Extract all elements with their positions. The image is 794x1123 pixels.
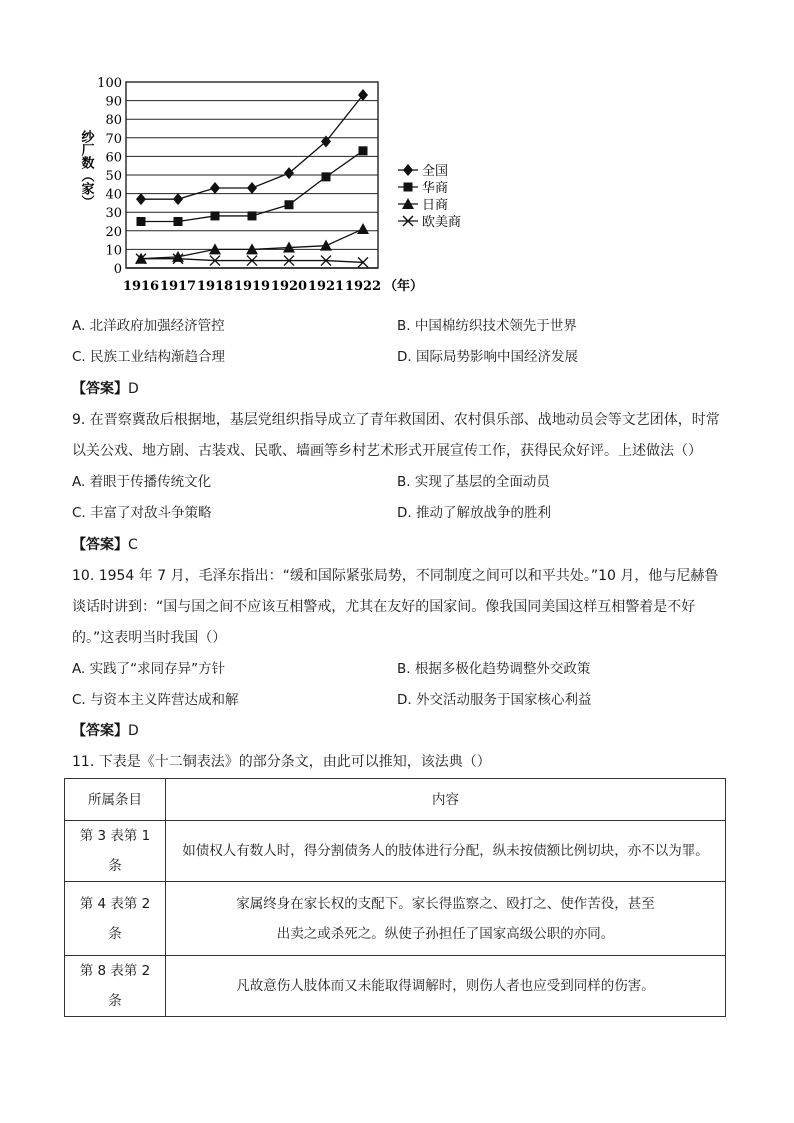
q9-option-b[interactable]: B. 实现了基层的全面动员 xyxy=(397,474,550,490)
x-tick-label: 1919 xyxy=(233,279,271,294)
data-point xyxy=(211,211,220,220)
data-point xyxy=(247,182,257,194)
x-tick-label: 1922 xyxy=(344,279,382,294)
spinning-mill-line-chart xyxy=(78,70,478,300)
y-tick-label: 40 xyxy=(105,187,122,203)
table-cell-item: 第 3 表第 1 条 xyxy=(65,821,166,882)
data-point xyxy=(320,240,332,251)
x-tick-label: 1920 xyxy=(270,279,308,294)
legend-label: 全国 xyxy=(422,164,449,179)
y-tick-label: 10 xyxy=(105,243,122,259)
chart-series xyxy=(135,89,369,267)
q10-stem-line-1: 10. 1954 年 7 月，毛泽东指出：“缓和国际紧张局势，不同制度之间可以和平共处。”10 月，他与尼赫鲁 xyxy=(72,568,719,584)
y-tick-label: 80 xyxy=(105,113,122,129)
data-point xyxy=(174,217,183,226)
y-tick-label: 90 xyxy=(105,94,122,110)
table-row xyxy=(65,956,726,1017)
q10-stem-line-2: 谈话时讲到：“国与国之间不应该互相警戒，尤其在友好的国家间。像我国同美国这样互相警着是不好 xyxy=(72,599,696,615)
y-tick-label: 20 xyxy=(105,224,122,240)
legend-marker xyxy=(403,164,413,176)
q11-stem-line-1: 11. 下表是《十二铜表法》的部分条文，由此可以推知，该法典（） xyxy=(72,754,491,770)
q8-option-d[interactable]: D. 国际局势影响中国经济发展 xyxy=(397,349,578,365)
series-全国 xyxy=(136,89,368,205)
x-axis-ticks xyxy=(123,279,381,294)
chart-grid xyxy=(126,82,378,268)
x-axis-unit-label: （年） xyxy=(384,279,424,294)
table-cell-content: 如债权人有数人时，得分割债务人的肢体进行分配，纵未按债额比例切块，亦不以为罪。 xyxy=(166,821,726,882)
x-tick-label: 1921 xyxy=(307,279,345,294)
data-point xyxy=(322,172,331,181)
q10-option-d[interactable]: D. 外交活动服务于国家核心利益 xyxy=(397,692,592,708)
data-point xyxy=(284,167,294,179)
x-tick-label: 1918 xyxy=(196,279,234,294)
q9-stem-line-1: 9. 在晋察冀敌后根据地，基层党组织指导成立了青年救国团、农村俱乐部、战地动员会等文艺团体，时常 xyxy=(72,412,720,428)
q10-option-b[interactable]: B. 根据多极化趋势调整外交政策 xyxy=(397,661,591,677)
answer-tag: 【答案】 xyxy=(72,537,128,553)
table-header-item: 所属条目 xyxy=(65,779,166,821)
q9-answer xyxy=(72,535,138,555)
q9-option-c[interactable]: C. 丰富了对敌斗争策略 xyxy=(72,505,212,521)
table-cell-content: 凡故意伤人肢体而又未能取得调解时，则伤人者也应受到同样的伤害。 xyxy=(166,956,726,1017)
q8-option-b[interactable]: B. 中国棉纺织技术领先于世界 xyxy=(397,318,577,334)
chart-legend xyxy=(398,164,461,230)
series-欧美商 xyxy=(136,254,368,268)
answer-tag: 【答案】 xyxy=(72,381,128,397)
x-tick-label: 1917 xyxy=(159,279,197,294)
table-cell-line: 出卖之或杀死之。纵使子孙担任了国家高级公职的亦同。 xyxy=(276,925,615,942)
legend-label: 日商 xyxy=(422,198,449,213)
data-point xyxy=(173,193,183,205)
data-point xyxy=(248,211,257,220)
answer-value: D xyxy=(128,723,139,739)
twelve-tables-excerpt-table xyxy=(64,778,726,1017)
legend-marker xyxy=(404,183,413,192)
table-cell-content xyxy=(166,882,726,956)
q10-stem-line-3: 的。”这表明当时我国（） xyxy=(72,630,227,646)
legend-label: 华商 xyxy=(422,181,449,196)
y-tick-label: 50 xyxy=(105,169,122,184)
y-tick-label: 30 xyxy=(105,206,122,222)
data-point xyxy=(136,193,146,205)
y-tick-label: 60 xyxy=(105,150,122,166)
y-tick-label: 0 xyxy=(113,262,122,277)
table-header-content: 内容 xyxy=(166,779,726,821)
answer-value: C xyxy=(128,537,138,553)
data-point xyxy=(137,217,146,226)
table-row xyxy=(65,821,726,882)
answer-tag: 【答案】 xyxy=(72,723,128,739)
y-tick-label: 70 xyxy=(105,131,122,147)
q10-answer xyxy=(72,721,139,741)
table-cell-item: 第 8 表第 2 条 xyxy=(65,956,166,1017)
legend-label: 欧美商 xyxy=(422,215,462,230)
q10-option-c[interactable]: C. 与资本主义阵营达成和解 xyxy=(72,692,239,708)
series-日商 xyxy=(135,223,369,264)
answer-value: D xyxy=(128,381,139,397)
data-point xyxy=(357,223,369,234)
q8-option-c[interactable]: C. 民族工业结构渐趋合理 xyxy=(72,349,226,365)
q9-option-a[interactable]: A. 着眼于传播传统文化 xyxy=(72,474,212,490)
data-point xyxy=(210,182,220,194)
y-axis-ticks xyxy=(97,76,122,277)
table-header-row xyxy=(65,779,726,821)
x-tick-label: 1916 xyxy=(122,279,160,294)
data-point xyxy=(285,200,294,209)
data-point xyxy=(359,146,368,155)
q9-stem-line-2: 以关公戏、地方剧、古装戏、民歌、墙画等乡村艺术形式开展宣传工作，获得民众好评。上述做法（） xyxy=(72,443,702,459)
y-axis-label: 纱厂数（家） xyxy=(78,130,94,208)
q8-answer xyxy=(72,379,139,399)
q10-option-a[interactable]: A. 实践了“求同存异”方针 xyxy=(72,661,226,677)
q9-option-d[interactable]: D. 推动了解放战争的胜利 xyxy=(397,505,551,521)
table-cell-line: 家属终身在家长权的支配下。家长得监察之、殴打之、使作苦役，甚至 xyxy=(236,895,655,912)
y-tick-label: 100 xyxy=(97,76,122,91)
q8-option-a[interactable]: A. 北洋政府加强经济管控 xyxy=(72,318,225,334)
table-row xyxy=(65,882,726,956)
table-cell-item: 第 4 表第 2 条 xyxy=(65,882,166,956)
